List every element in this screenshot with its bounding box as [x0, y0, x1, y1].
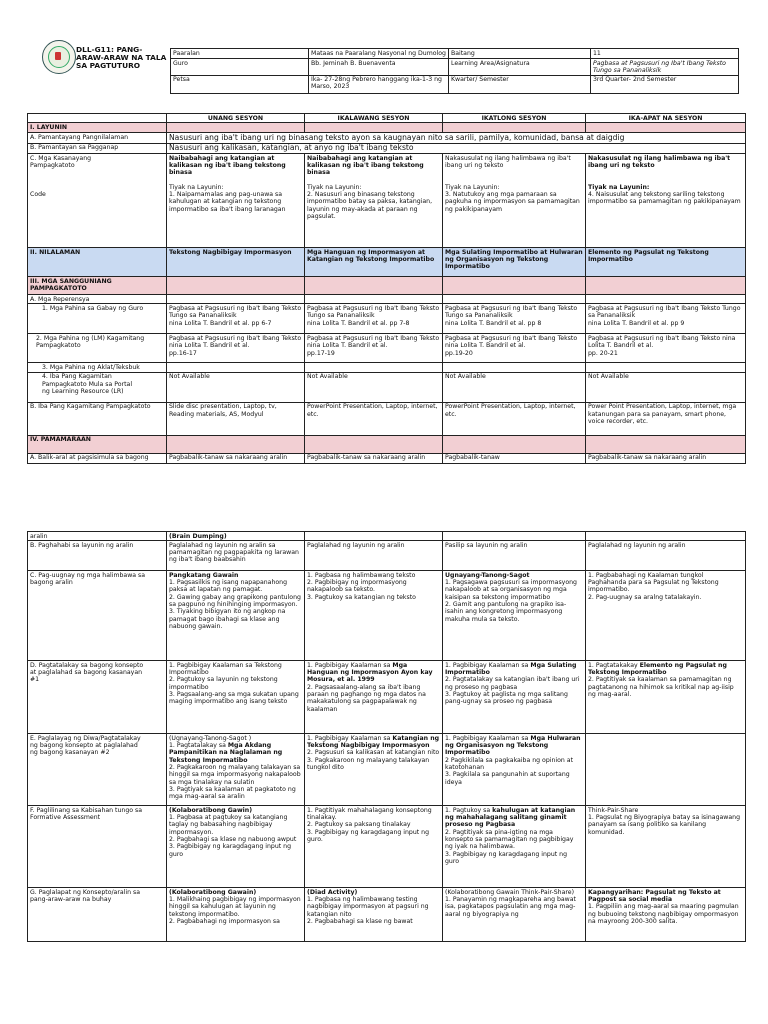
- cell-text: 2 Pagkikilala sa pagkakaiba ng opinion at katotohanan 3. Pagkilala sa pangunahin at suportang ideya: [445, 756, 574, 786]
- cell-heading: Elemento ng Pagsulat ng Tekstong Impormatibo: [588, 661, 727, 677]
- row-label: A. Mga Reperensya: [28, 295, 167, 304]
- kagamitan-cell: PowerPoint Presentation, Laptop, internet, etc.: [305, 402, 443, 435]
- kasanayan-cell: [167, 154, 305, 248]
- paglalapat-cell: [305, 888, 443, 942]
- paglalayag-cell: [443, 734, 586, 806]
- section-nilalaman: II. NILALAMAN: [28, 248, 167, 277]
- kasanayan-cell: [443, 154, 586, 248]
- cell-heading: Mga Sulating Impormatibo: [445, 661, 577, 677]
- kasanayan-text: 4. Naisusulat ang tekstong sariling tekstong impormatibo sa pamamagitan ng pakikipanayam: [588, 191, 741, 206]
- tiyak-label: Tiyak na Layunin:: [588, 183, 650, 191]
- kasanayan-text: 3. Natutukoy ang mga pamaraan sa pagkuha ng impormasyon sa pamamagitan ng pakikipanayam: [445, 191, 580, 213]
- kasanayan-bold: Naibabahagi ang katangian at kalikasan ng iba't ibang tekstong binasa: [169, 154, 286, 177]
- lm-cell: Pagbasa at Pagsusuri ng Iba't Ibang Teksto nina Lolita T. Bandril et al. pp. 20-21: [586, 334, 746, 363]
- info-value: 3rd Quarter- 2nd Semester: [591, 75, 739, 93]
- pamantayang-pangnilalaman-text: Nasusuri ang iba't ibang uri ng binasang teksto ayon sa kaugnayan nito sa sarili, pamilya, komunidad, bansa at daigdig: [167, 133, 746, 143]
- balik-cell: Pagbabalik-tanaw sa nakaraang aralin: [167, 453, 305, 463]
- cell-pre: 1. Pagtatakakay: [588, 661, 640, 669]
- cell-text: 1. Pagtitiyak mahahalagang konseptong tinalakay. 2. Pagtukoy sa paksang tinalakay 3. Pagbibigay ng karagdagang input ng guro.: [307, 806, 432, 843]
- gabay-cell: Pagbasa at Pagsusuri ng Iba't Ibang Teksto Tungo sa Pananaliksik nina Lolita T. Bandril et al. pp 7-8: [305, 304, 443, 334]
- pag-uugnay-cell: [167, 571, 305, 661]
- cell-heading: Mga Hanguan ng Impormasyon Ayon kay Mosura, et al. 1999: [307, 661, 433, 684]
- row-label: E. Paglalayag ng Diwa/Pagtatalakay ng bagong konsepto at paglalahad ng bagong kasanayan #2: [28, 734, 167, 806]
- pamantayan-sa-pagganap-text: Nasusuri ang kalikasan, katangian, at anyo ng iba't ibang teksto: [167, 143, 746, 153]
- cell-pre: (Ugnayang-Tanong-Sagot ) 1. Pagtatalakay sa: [169, 734, 252, 750]
- cell-text: 2. Pagsasaalang-alang sa iba't ibang paraan ng paghango ng mga datos na makakatulong sa pagpapalawak ng kaalaman: [307, 683, 426, 713]
- kasanayan-cell: [305, 154, 443, 248]
- paglilinang-cell: [443, 806, 586, 888]
- nilalaman-text: Mga Hanguan ng Impormasyon at Katangian ng Tekstong Impormatibo: [305, 248, 443, 277]
- row-label: D. Pagtatalakay sa bagong konsepto at paglalahad sa bagong kasanayan #1: [28, 661, 167, 734]
- cell-text: 1. Malikhaing pagbibigay ng impormasyon hinggil sa kahulugan at layunin ng tekstong impormatibo. 2. Pagbabahagi ng impormasyon sa: [169, 896, 301, 925]
- gabay-cell: Pagbasa at Pagsusuri ng Iba't Ibang Teksto Tungo sa Pananaliksik nina Lolita T. Bandril et al. pp 6-7: [167, 304, 305, 334]
- paglalapat-cell: [443, 888, 586, 942]
- info-label: Kwarter/ Semester: [449, 75, 591, 93]
- row-label: 4. Iba Pang Kagamitan Pampagkatoto Mula sa Portal ng Learning Resource (LR): [28, 372, 167, 402]
- info-value: Bb. Jeminah B. Buenaventa: [309, 59, 449, 76]
- info-label: Baitang: [449, 49, 591, 59]
- aralin-cell: (Brain Dumping): [167, 532, 305, 541]
- cell-heading: Mga Akdang Pampanitikan na Naglalaman ng Tekstong Impormatibo: [169, 742, 283, 764]
- gabay-cell: Pagbasa at Pagsusuri ng Iba't Ibang Teksto Tungo sa Pananaliksik nina Lolita T. Bandril et al. pp 9: [586, 304, 746, 334]
- info-value: 11: [591, 49, 739, 59]
- cell-heading: Mga Hulwaran ng Organisasyon ng Tekstong Impormatibo: [445, 734, 581, 757]
- tiyak-label: Tiyak na Layunin:: [307, 183, 362, 191]
- cell-heading: Katangian ng Tekstong Nagbibigay Impormasyon: [307, 734, 440, 750]
- cell-pre: 1. Pagbibigay Kaalaman sa: [307, 734, 393, 742]
- kagamitan-cell: Slide disc presentation, Laptop, tv, Reading materials, AS, Modyul: [167, 402, 305, 435]
- lesson-table-page2: [27, 531, 746, 942]
- pag-uugnay-cell: [443, 571, 586, 661]
- kagamitan-cell: PowerPoint Presentation, Laptop, internet, etc.: [443, 402, 586, 435]
- cell-heading: kahulugan at katangian ng mahahalagang salitang ginamit proseso ng Pagbasa: [445, 806, 576, 829]
- cell-pre: 1. Pagbibigay Kaalaman sa: [445, 661, 531, 669]
- cell-text: 2. Pagsusuri sa kalikasan at katangian nito 3. Pagkakaroon ng malayang talakayan tungkol dito: [307, 749, 440, 771]
- kasanayan-cell: [586, 154, 746, 248]
- cell-pre: 1. Pagtukoy sa: [445, 806, 493, 814]
- paghahabi-cell: Paglalahad ng layunin ng aralin sa pamamagitan ng pagpapakita ng larawan ng iba't ibang baabsahin: [167, 541, 305, 571]
- info-value: Pagbasa at Pagsusuri ng Iba't Ibang Teksto Tungo sa Pananaliksik: [591, 59, 739, 76]
- row-label: B. Paghahabi sa layunin ng aralin: [28, 541, 167, 571]
- section-pamamaraan: IV. PAMAMARAAN: [28, 435, 167, 453]
- kasanayan-bold: Naibabahagi ang katangian at kalikasan ng iba't ibang tekstong binasa: [307, 154, 424, 177]
- balik-cell: Pagbabalik-tanaw sa nakaraang aralin: [586, 453, 746, 463]
- kasanayan-plain: Nakasusulat ng ilang halimbawa ng iba't ibang uri ng teksto: [445, 154, 571, 169]
- info-value: Mataas na Paaralang Nasyonal ng Dumolog: [309, 49, 449, 59]
- cell-text: 2. Pagkakaroon ng malayang talakayan sa hinggil sa mga impormasyong nakapaloob sa mga tinalakay na sulatin 3. Pagtiyak sa kaalaman at pagkatoto ng mga mag-aaral sa aralin: [169, 763, 301, 801]
- row-label: C. Mga Kasanayang Pampagkatoto Code: [28, 154, 167, 248]
- cell-text: (Kolaboratibong Gawain Think-Pair-Share) 1. Panayamin ng magkapareha ang bawat isa, pagkatapos pagsulatin ang mga mag-aaral ng biyograpiya ng: [445, 888, 576, 918]
- paglilinang-cell: [586, 806, 746, 888]
- row-label: B. Pamantayan sa Pagganap: [28, 143, 167, 153]
- tiyak-label: Tiyak na Layunin:: [169, 183, 224, 191]
- cell-text: 1. Pagpiliin ang mag-aaral sa maaring pagmulan ng bubuoing tekstong nagbibigay ompormasyon na mayroong 200-300 salita.: [588, 903, 739, 925]
- row-label: aralin: [28, 532, 167, 541]
- cell-text: 1. Pagsasilkis ng isang napapanahong paksa at lapatan ng pamagat. 2. Gawing gabay ang grapikong pantulong sa pagpuno ng hinihinging impormasyon. 3. Tiyaking bibigyan ito ng angkop na pamagat bago ibahagi sa klase ang nabuong gawain.: [169, 579, 301, 630]
- cell-text: 1. Pagbabahagi ng Kaalaman tungkol Paghahanda para sa Pagsulat ng Tekstong impormatibo. 2. Pag-uugnay sa aralng tatalakayin.: [588, 571, 719, 601]
- paglalayag-cell: [305, 734, 443, 806]
- row-label: 2. Mga Pahina ng (LM) Kagamitang Pampagkatoto: [28, 334, 167, 363]
- cell-text: 2. Pagtitiyak sa pina-igting na mga konsepto sa pamamagitan ng pagbibigay ng iyak na halimbawa. 3. Pagbibigay ng karagdagang input ng guro: [445, 828, 574, 865]
- balik-cell: Pagbabalik-tanaw sa nakaraang aralin: [305, 453, 443, 463]
- cell-heading: Kapangyarihan: Pagsulat ng Teksto at Pagpost sa social media: [588, 888, 721, 904]
- pagtatalakay-cell: [586, 661, 746, 734]
- row-label: A. Pamantayang Pangnilalaman: [28, 133, 167, 143]
- page-1: [0, 30, 768, 475]
- info-table: [170, 48, 739, 94]
- row-label: B. Iba Pang Kagamitang Pampagkatoto: [28, 402, 167, 435]
- info-value: Ika- 27-28ng Pebrero hanggang ika-1-3 ng Marso, 2023: [309, 75, 449, 93]
- iba-cell: Not Available: [443, 372, 586, 402]
- paghahabi-cell: Pasilip sa layunin ng aralin: [443, 541, 586, 571]
- row-label: A. Balik-aral at pagsisimula sa bagong: [28, 453, 167, 463]
- pagtatalakay-cell: [443, 661, 586, 734]
- row-label: 3. Mga Pahina ng Aklat/Teksbuk: [28, 363, 167, 372]
- pag-uugnay-cell: [586, 571, 746, 661]
- info-label: Guro: [171, 59, 309, 76]
- row-label: C. Pag-uugnay ng mga halimbawa sa bagong aralin: [28, 571, 167, 661]
- cell-heading: (Diad Activity): [307, 888, 358, 896]
- cell-text: 1. Pagbasa at pagtukoy sa katangiang taglay ng babasahing nagbibigay impormasyon. 2. Pagbahagi sa klase ng nabuong awput 3. Pagbibigay ng karagdagang input ng guro: [169, 814, 297, 858]
- cell-text: 1. Pagsagawa pagsusuri sa impormasyong nakapaloob at sa organisasyon ng mga kaisipan sa tekstong impormatibo 2. Gamit ang pantulong na grapiko isa-isahin ang kongretong impormasyong makuha mula sa teksto.: [445, 579, 577, 623]
- page-2: [0, 530, 768, 1024]
- balik-cell: Pagbabalik-tanaw: [443, 453, 586, 463]
- paglilinang-cell: [167, 806, 305, 888]
- nilalaman-text: Tekstong Nagbibigay Impormasyon: [167, 248, 305, 277]
- paglilinang-cell: [305, 806, 443, 888]
- iba-cell: Not Available: [586, 372, 746, 402]
- section-layunin: I. LAYUNIN: [28, 123, 167, 133]
- row-label: 1. Mga Pahina sa Gabay ng Guro: [28, 304, 167, 334]
- lm-cell: Pagbasa at Pagsusuri ng Iba't Ibang Teksto nina Lolita T. Bandril et al. pp.16-17: [167, 334, 305, 363]
- session-header: IKALAWANG SESYON: [305, 114, 443, 123]
- nilalaman-text: Elemento ng Pagsulat ng Tekstong Impormatibo: [586, 248, 746, 277]
- info-label: Paaralan: [171, 49, 309, 59]
- document-title: DLL-G11: PANG-ARAW-ARAW NA TALA SA PAGTUTURO: [76, 45, 167, 70]
- pag-uugnay-cell: [305, 571, 443, 661]
- session-header: UNANG SESYON: [167, 114, 305, 123]
- cell-heading: (Kolaboratibong Gawain): [169, 888, 257, 896]
- iba-cell: Not Available: [305, 372, 443, 402]
- lm-cell: Pagbasa at Pagsusuri ng Iba't Ibang Teksto nina Lolita T. Bandril et al. pp.19-20: [443, 334, 586, 363]
- kasanayan-text: 2. Nasusuri ang binasang tekstong impormatibo batay sa paksa, katangian, layunin ng may-akada at paraan ng pagsulat.: [307, 191, 433, 220]
- pagtatalakay-cell: [305, 661, 443, 734]
- cell-heading: (Kolaboratibong Gawin): [169, 806, 253, 814]
- cell-text: 1. Pagbasa ng halimbawang teksto 2. Pagbibigay ng impormasyong nakapaloob sa teksto. 3. Pagtukoy sa katangian ng teksto: [307, 571, 416, 601]
- lesson-table-page1: [27, 113, 746, 464]
- info-label: Learning Area/Asignatura: [449, 59, 591, 76]
- cell-pre: 1. Pagbibigay Kaalaman sa: [445, 734, 531, 742]
- pagtatalakay-cell: [167, 661, 305, 734]
- row-label: G. Paglalapat ng Konsepto/aralin sa pang-araw-araw na buhay: [28, 888, 167, 942]
- lm-cell: Pagbasa at Pagsusuri ng Iba't Ibang Teksto nina Lolita T. Bandril et al. pp.17-19: [305, 334, 443, 363]
- cell-text: 1. Pagbasa ng halimbawang testing nagbibigay impormasyon at pagsuri ng katangian nito 2. Pagbabahagi sa klase ng bawat: [307, 896, 429, 925]
- cell-text: 2. Pagtatalakay sa katangian iba't ibang uri ng proseso ng pagbasa 3. Pagtukoy at paglista ng mga salitang pang-ugnay sa proseo ng pagbasa: [445, 676, 580, 706]
- kagamitan-cell: Power Point Presentation, Laptop, internet, mga katanungan para sa panayam, smart phone, voice recorder, etc.: [586, 402, 746, 435]
- cell-pre: 1. Pagbibigay Kaalaman sa: [307, 661, 393, 669]
- cell-heading: Ugnayang-Tanong-Sagot: [445, 571, 530, 579]
- kasanayan-bold: Nakasusulat ng ilang halimbawa ng iba't ibang uri ng teksto: [588, 154, 731, 169]
- session-header: IKA-APAT NA SESYON: [586, 114, 746, 123]
- cell-pre: 1. Pagbibigay Kaalaman sa Tekstong Impormatibo: [169, 661, 282, 677]
- section-sanggunian: III. MGA SANGGUNIANG PAMPAGKATOTO: [28, 277, 167, 295]
- row-label: F. Paglilinang sa Kabisahan tungo sa Formative Assessment: [28, 806, 167, 888]
- cell-text: 2. Pagtitiyak sa kaalaman sa pamamagitan ng pagtatanong na hihimok sa kritikal nap ag-iisip ng mag-aaral.: [588, 676, 734, 698]
- gabay-cell: Pagbasa at Pagsusuri ng Iba't Ibang Teksto Tungo sa Pananaliksik nina Lolita T. Bandril et al. pp 8: [443, 304, 586, 334]
- paglalayag-cell: [167, 734, 305, 806]
- session-header: IKATLONG SESYON: [443, 114, 586, 123]
- cell-text: 2. Pagtukoy sa layunin ng tekstong impormatibo 3. Pagsaalang-ang sa mga sukatan upang maging impormatibo ang isang teksto: [169, 676, 299, 706]
- paghahabi-cell: Paglalahad ng layunin ng aralin: [586, 541, 746, 571]
- cell-text: Think-Pair-Share 1. Pagsulat ng Biyograpiya batay sa isinagawang panayam sa isang politiko sa kanilang komunidad.: [588, 806, 740, 836]
- nilalaman-text: Mga Sulating Impormatibo at Hulwaran ng Organisasyon ng Tekstong Impormatibo: [443, 248, 586, 277]
- paglalapat-cell: [167, 888, 305, 942]
- cell-heading: Pangkatang Gawain: [169, 571, 239, 579]
- info-label: Petsa: [171, 75, 309, 93]
- kasanayan-text: 1. Naipamamalas ang pag-unawa sa kahulugan at katangian ng tekstong impormatibo sa iba't ibang laranagan: [169, 191, 286, 213]
- iba-cell: Not Available: [167, 372, 305, 402]
- deped-seal-icon: [42, 40, 76, 74]
- paghahabi-cell: Paglalahad ng layunin ng aralin: [305, 541, 443, 571]
- tiyak-label: Tiyak na Layunin:: [445, 183, 500, 191]
- paglalapat-cell: [586, 888, 746, 942]
